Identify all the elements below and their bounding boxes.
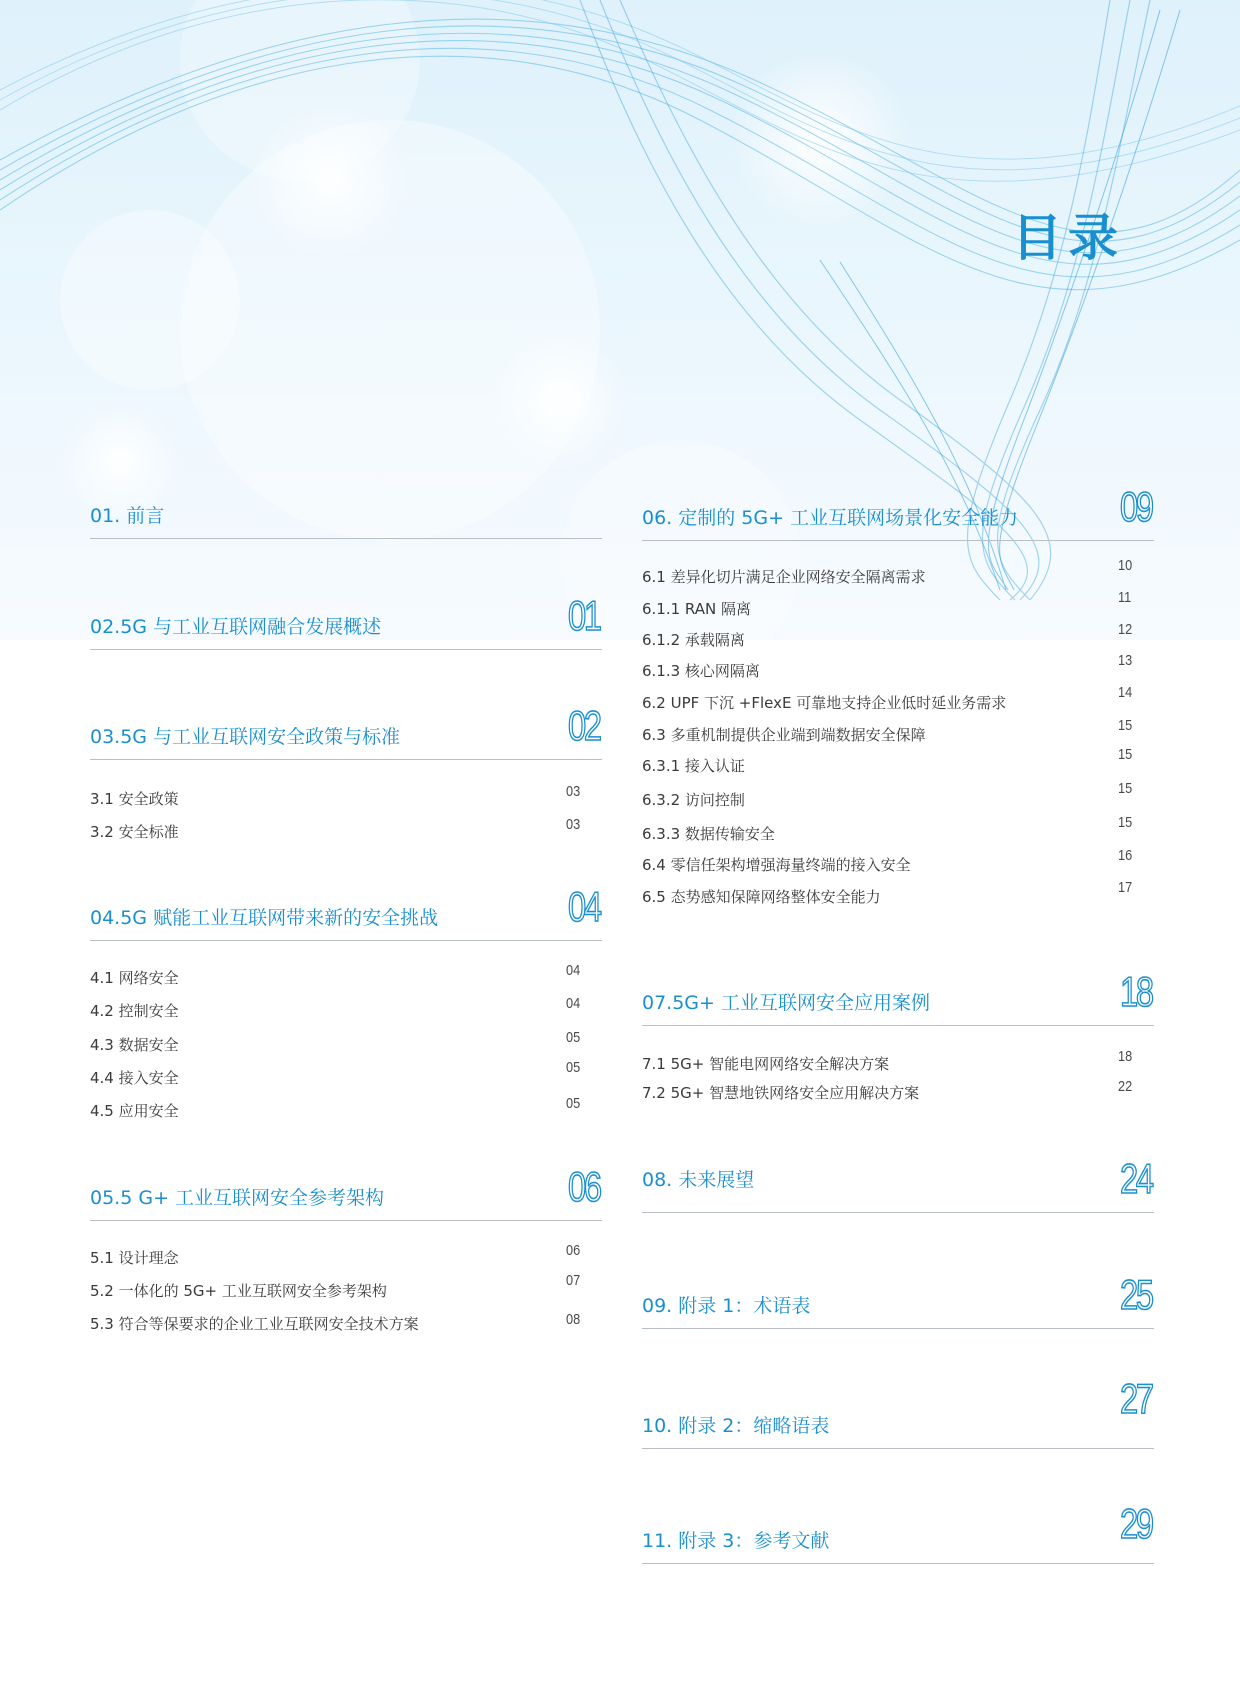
header-background [0,0,1240,640]
section-page-number: 02 [568,702,600,749]
section-header [642,1375,1154,1449]
toc-item-label: 6.1.1 RAN 隔离 [642,600,751,618]
toc-item[interactable] [90,1029,602,1056]
toc-item-page: 14 [1118,684,1133,701]
toc-item-label: 3.1 安全政策 [90,790,179,808]
toc-item-label: 7.2 5G+ 智慧地铁网络安全应用解决方案 [642,1084,920,1102]
toc-item-page: 04 [566,962,581,979]
toc-item[interactable] [642,879,1154,908]
toc-item-label: 7.1 5G+ 智能电网网络安全解决方案 [642,1055,890,1073]
toc-item-label: 5.2 一体化的 5G+ 工业互联网安全参考架构 [90,1282,387,1300]
page-title: 目录 [1012,209,1124,267]
toc-item-label: 6.3.1 接入认证 [642,757,745,775]
section-page-number: 25 [1120,1271,1152,1318]
toc-item-label: 6.4 零信任架构增强海量终端的接入安全 [642,856,911,874]
toc-item[interactable] [90,995,602,1022]
toc-item-page: 22 [1118,1078,1133,1095]
section-title: 04.5G 赋能工业互联网带来新的安全挑战 [90,907,439,929]
section-title: 06. 定制的 5G+ 工业互联网场景化安全能力 [642,507,1019,529]
toc-item[interactable] [642,652,1154,682]
section-header [642,1500,1154,1564]
toc-item-label: 4.1 网络安全 [90,969,179,987]
toc-section-appendix-references[interactable] [642,1500,1154,1564]
toc-item-page: 15 [1118,746,1133,763]
toc-item-page: 06 [566,1242,581,1259]
toc-item-page: 04 [566,995,581,1012]
section-page-number: 06 [568,1163,600,1210]
toc-item-page: 05 [566,1095,581,1112]
toc-item-label: 6.1.2 承载隔离 [642,631,745,649]
toc-item-label: 4.2 控制安全 [90,1002,179,1020]
toc-item[interactable] [642,589,1154,620]
toc-section-reference-architecture[interactable] [90,1163,602,1333]
section-page-number: 24 [1120,1155,1152,1202]
toc-item-page: 15 [1118,780,1133,797]
toc-item[interactable] [642,684,1154,714]
toc-item[interactable] [642,746,1154,777]
toc-item[interactable] [642,847,1154,876]
toc-item-label: 6.3 多重机制提供企业端到端数据安全保障 [642,726,926,744]
wave-background-graphic [0,0,1240,640]
section-header [90,490,602,539]
toc-item-page: 12 [1118,621,1133,638]
toc-section-preface[interactable] [90,490,602,539]
section-header [642,483,1154,541]
section-title: 10. 附录 2：缩略语表 [642,1415,830,1437]
toc-section-scenario-security[interactable] [642,483,1154,906]
section-title: 02.5G 与工业互联网融合发展概述 [90,616,382,638]
section-header [642,968,1154,1026]
toc-item-page: 15 [1118,717,1133,734]
toc-item-label: 6.3.3 数据传输安全 [642,825,775,843]
toc-item-page: 13 [1118,652,1133,669]
toc-item[interactable] [90,1272,602,1302]
section-title: 07.5G+ 工业互联网安全应用案例 [642,992,930,1014]
toc-section-appendix-glossary[interactable] [642,1271,1154,1329]
toc-item-page: 11 [1118,589,1132,606]
toc-item[interactable] [642,1078,1154,1104]
toc-item-label: 6.2 UPF 下沉 +FlexE 可靠地支持企业低时延业务需求 [642,694,1007,712]
section-header [90,702,602,760]
toc-section-outlook[interactable] [642,1155,1154,1213]
section-header [90,1163,602,1221]
toc-item-page: 10 [1118,557,1133,574]
toc-item-page: 15 [1118,814,1133,831]
toc-item-page: 07 [566,1272,581,1289]
toc-item-label: 5.3 符合等保要求的企业工业互联网安全技术方案 [90,1315,419,1333]
toc-item[interactable] [642,814,1154,845]
toc-item-label: 6.5 态势感知保障网络整体安全能力 [642,888,881,906]
toc-section-policy-standards[interactable] [90,702,602,841]
toc-item[interactable] [90,1242,602,1269]
section-page-number: 04 [568,883,600,930]
toc-item[interactable] [90,1095,602,1122]
section-header [90,883,602,941]
toc-item[interactable] [642,557,1154,588]
section-title: 09. 附录 1：术语表 [642,1295,811,1317]
toc-item[interactable] [642,717,1154,746]
section-title: 08. 未来展望 [642,1169,755,1191]
toc-item-page: 05 [566,1029,581,1046]
toc-item[interactable] [642,780,1154,811]
toc-item-label: 6.3.2 访问控制 [642,791,745,809]
section-page-number: 27 [1120,1375,1152,1422]
toc-item[interactable] [90,1313,602,1335]
section-title: 05.5 G+ 工业互联网安全参考架构 [90,1187,385,1209]
toc-item-page: 05 [566,1059,581,1076]
toc-item-label: 4.3 数据安全 [90,1036,179,1054]
section-title: 03.5G 与工业互联网安全政策与标准 [90,726,401,748]
toc-item[interactable] [90,962,602,989]
toc-item[interactable] [642,621,1154,651]
toc-item-label: 4.5 应用安全 [90,1102,179,1120]
toc-item-page: 16 [1118,847,1133,864]
toc-item-label: 5.1 设计理念 [90,1249,179,1267]
toc-item-label: 6.1 差异化切片满足企业网络安全隔离需求 [642,568,926,586]
section-header [642,1271,1154,1329]
section-header [90,592,602,650]
toc-item[interactable] [90,816,602,843]
toc-item[interactable] [90,1059,602,1089]
toc-item-page: 17 [1118,879,1133,896]
toc-item-label: 6.1.3 核心网隔离 [642,662,760,680]
section-page-number: 09 [1120,483,1152,530]
toc-section-application-cases[interactable] [642,968,1154,1102]
section-page-number: 29 [1120,1500,1152,1547]
toc-item[interactable] [90,783,602,810]
section-title: 01. 前言 [90,505,165,527]
toc-item-page: 03 [566,816,581,833]
section-header [642,1155,1154,1213]
toc-section-security-challenges[interactable] [90,883,602,1120]
section-page-number: 18 [1120,968,1152,1015]
toc-section-appendix-abbreviations[interactable] [642,1375,1154,1449]
toc-item-page: 18 [1118,1048,1133,1065]
section-title: 11. 附录 3：参考文献 [642,1530,830,1552]
toc-item-page: 03 [566,783,581,800]
toc-item-label: 4.4 接入安全 [90,1069,179,1087]
toc-item-label: 3.2 安全标准 [90,823,179,841]
section-page-number: 01 [568,592,600,639]
toc-section-5g-overview[interactable] [90,592,602,650]
toc-item-page: 08 [566,1311,581,1328]
toc-item[interactable] [642,1048,1154,1075]
